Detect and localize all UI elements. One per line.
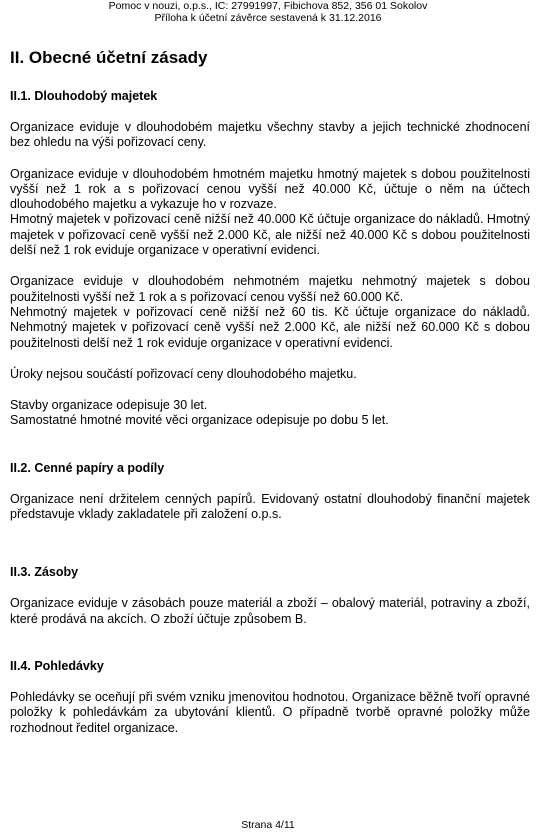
subsection-heading-fixed-assets: II.1. Dlouhodobý majetek	[10, 89, 158, 103]
subsection-heading-securities: II.2. Cenné papíry a podíly	[10, 460, 165, 475]
paragraph-inventory: Organizace eviduje v zásobách pouze materiál a zboží – obalový materiál, potraviny a zboží, které prodává na akcích. O zboží účtuje způsobem B.	[10, 596, 530, 626]
paragraph-intangible-assets-low-value: Nehmotný majetek v pořizovací ceně nižší než 60 tis. Kč účtuje organizace do nákladů. Nehmotný majetek v pořizovací ceně vyšší než 2.000 Kč, ale nižší než 60.000 Kč s dobou použitelnosti delší než 1 rok eviduje organizace v operativní evidenci.	[10, 304, 530, 350]
paragraph-intangible-assets: Organizace eviduje v dlouhodobém nehmotném majetku nehmotný majetek s dobou použitelnosti vyšší než 1 rok a s pořizovací cenou vyšší než 60.000 Kč.	[10, 274, 530, 304]
paragraph-interest: Úroky nejsou součástí pořizovací ceny dlouhodobého majetku.	[10, 366, 357, 381]
page-number: Strana 4/11	[241, 819, 295, 831]
paragraph-tangible-assets-low-value: Hmotný majetek v pořizovací ceně nižší než 40.000 Kč účtuje organizace do nákladů. Hmotný majetek v pořizovací ceně vyšší než 2.000 Kč, ale nižší než 40.000 Kč s dobou použitelnosti delší než 1 rok eviduje organizace v operativní evidenci.	[10, 212, 530, 258]
paragraph-depreciation-buildings: Stavby organizace odepisuje 30 let.	[10, 398, 208, 413]
document-body	[10, 48, 530, 736]
page-header	[0, 0, 536, 24]
header-annex-line: Příloha k účetní závěrce sestavená k 31.12.2016	[154, 12, 382, 24]
paragraph-fixed-assets-buildings: Organizace eviduje v dlouhodobém majetku všechny stavby a jejich technické zhodnocení bez ohledu na výši pořizovací ceny.	[10, 120, 530, 150]
paragraph-depreciation-movables: Samostatné hmotné movité věci organizace odepisuje po dobu 5 let.	[10, 413, 389, 428]
paragraph-securities: Organizace není držitelem cenných papírů. Evidovaný ostatní dlouhodobý finanční majetek představuje vklady zakladatele při založení o.p.s.	[10, 491, 530, 522]
paragraph-tangible-assets: Organizace eviduje v dlouhodobém hmotném majetku hmotný majetek s dobou použitelnosti vyšší než 1 rok a s pořizovací cenou vyšší než 40.000 Kč, účtuje o něm na účtech dlouhodobého majetku a vykazuje ho v rozvaze.	[10, 166, 530, 212]
section-title: II. Obecné účetní zásady	[10, 48, 208, 67]
subsection-heading-inventory: II.3. Zásoby	[10, 565, 79, 580]
paragraph-receivables: Pohledávky se oceňují při svém vzniku jmenovitou hodnotou. Organizace běžně tvoří opravné položky k pohledávkám za ubytování klientů. O případně tvorbě opravné položky může rozhodnout ředitel organizace.	[10, 689, 530, 735]
header-organization-line: Pomoc v nouzi, o.p.s., IC: 27991997, Fibichova 852, 356 01 Sokolov	[108, 0, 428, 12]
subsection-heading-receivables: II.4. Pohledávky	[10, 658, 104, 673]
